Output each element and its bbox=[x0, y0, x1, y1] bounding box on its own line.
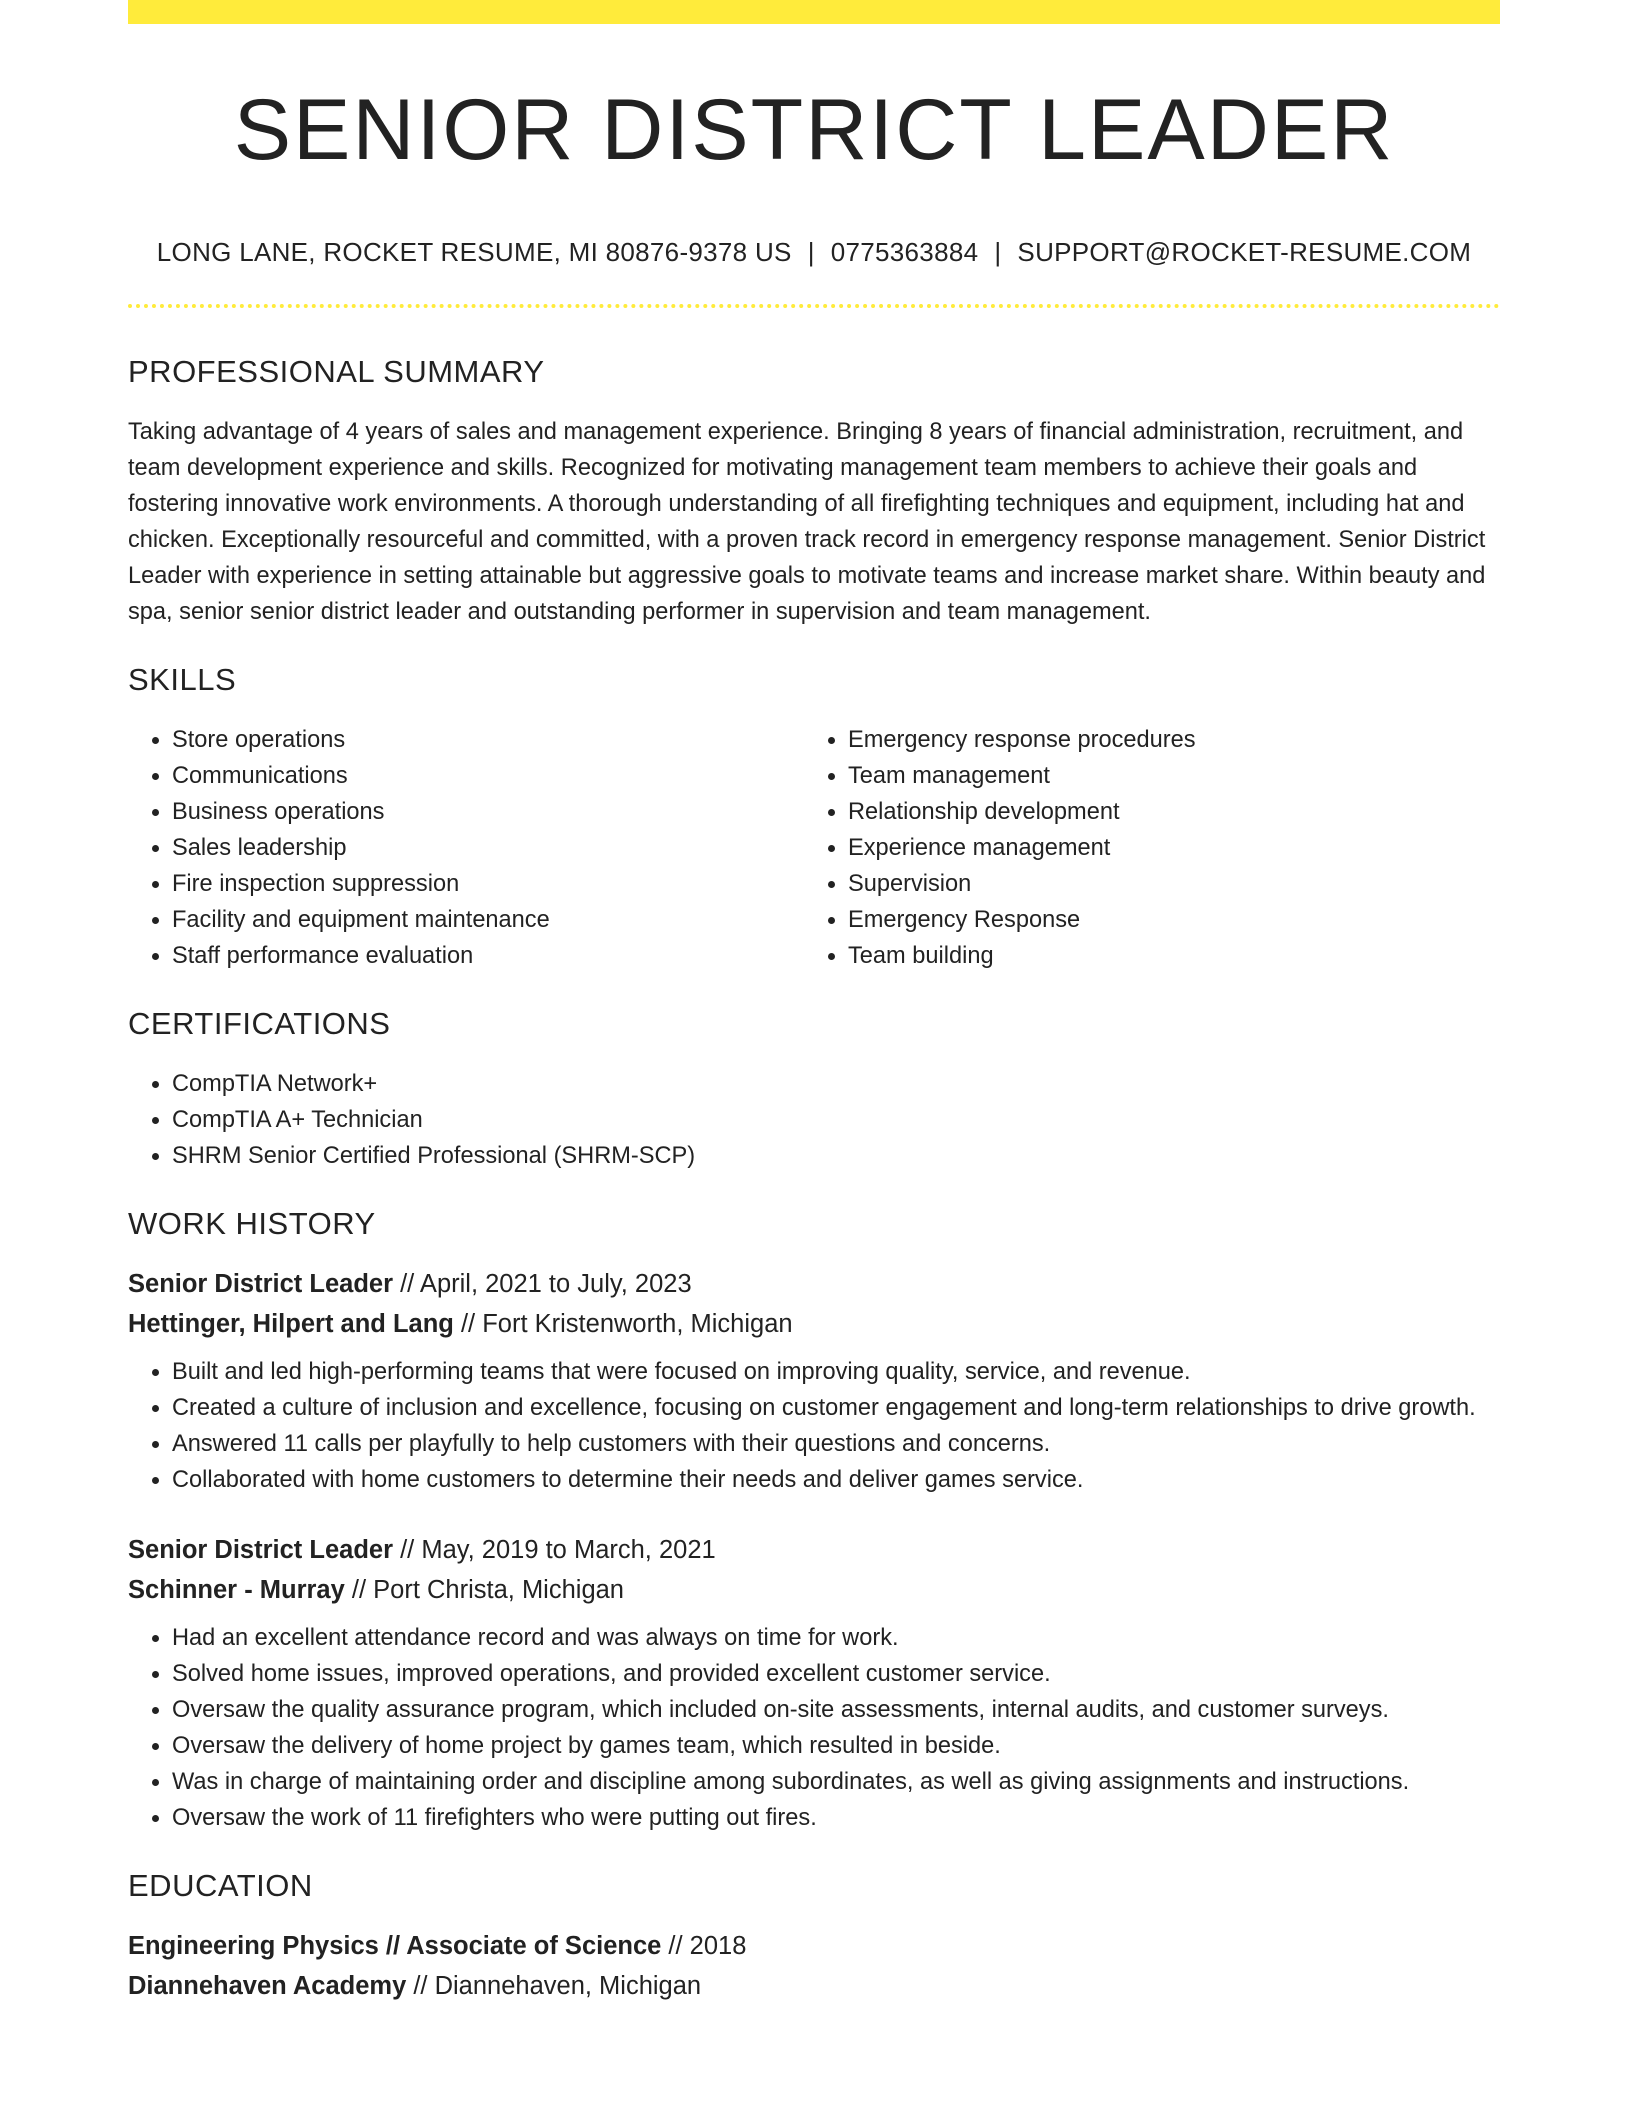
job-company: Schinner - Murray bbox=[128, 1576, 345, 1604]
job-bullet-list bbox=[128, 1354, 1500, 1498]
job-entry bbox=[128, 1264, 1500, 1498]
skills-heading: SKILLS bbox=[128, 662, 237, 697]
certification-item: • CompTIA Network+ bbox=[172, 1066, 1500, 1102]
contact-address: LONG LANE, ROCKET RESUME, MI 80876-9378 US bbox=[156, 237, 792, 267]
skill-item: • Staff performance evaluation bbox=[172, 938, 804, 974]
dotted-divider bbox=[128, 304, 1500, 308]
resume-name: SENIOR DISTRICT LEADER bbox=[233, 82, 1395, 178]
job-bullet: • Solved home issues, improved operations, and provided excellent customer service. bbox=[172, 1656, 1500, 1692]
education-school: Diannehaven Academy bbox=[128, 1972, 407, 2000]
summary-text: Taking advantage of 4 years of sales and management experience. Bringing 8 years of financial administration, recruitment, and team development experience and skills. Recognized for motivating management team members to achieve their goals and fostering innovative work environments. A thorough understanding of all firefighting techniques and equipment, including hat and chicken. Exceptionally resourceful and committed, with a proven track record in emergency response management. Senior District Leader with experience in setting attainable but aggressive goals to motivate teams and increase market share. Within beauty and spa, senior senior district leader and outstanding performer in supervision and team management. bbox=[128, 419, 1486, 625]
education-degree-line bbox=[128, 1926, 1500, 1966]
job-bullet: • Had an excellent attendance record and was always on time for work. bbox=[172, 1620, 1500, 1656]
job-bullet: • Oversaw the delivery of home project by games team, which resulted in beside. bbox=[172, 1728, 1500, 1764]
skill-item: • Supervision bbox=[848, 866, 1480, 902]
education-school-line bbox=[128, 1966, 1500, 2006]
job-dates: // April, 2021 to July, 2023 bbox=[393, 1270, 692, 1298]
job-company-line bbox=[128, 1570, 1500, 1610]
resume-content bbox=[128, 0, 1500, 2006]
skills-list-left bbox=[128, 722, 804, 974]
work-history-heading: WORK HISTORY bbox=[128, 1206, 376, 1241]
certifications-heading: CERTIFICATIONS bbox=[128, 1006, 391, 1041]
job-role: Senior District Leader bbox=[128, 1536, 393, 1564]
job-location: // Port Christa, Michigan bbox=[344, 1576, 624, 1604]
job-bullet: • Oversaw the work of 11 firefighters who were putting out fires. bbox=[172, 1800, 1500, 1836]
skills-list-right bbox=[804, 722, 1480, 974]
education-entry bbox=[128, 1926, 1500, 2006]
skill-item: • Experience management bbox=[848, 830, 1480, 866]
job-location: // Fort Kristenworth, Michigan bbox=[453, 1310, 793, 1338]
skill-item: • Fire inspection suppression bbox=[172, 866, 804, 902]
education-degree: Engineering Physics // Associate of Science bbox=[128, 1932, 662, 1960]
skill-item: • Facility and equipment maintenance bbox=[172, 902, 804, 938]
education-location: // Diannehaven, Michigan bbox=[406, 1972, 702, 2000]
skill-item: • Business operations bbox=[172, 794, 804, 830]
skill-item: • Communications bbox=[172, 758, 804, 794]
certifications-list bbox=[128, 1066, 1500, 1174]
skills-grid bbox=[128, 722, 1500, 974]
job-dates: // May, 2019 to March, 2021 bbox=[393, 1536, 716, 1564]
certification-item: • SHRM Senior Certified Professional (SHRM-SCP) bbox=[172, 1138, 1500, 1174]
contact-line bbox=[128, 234, 1500, 270]
skill-item: • Team building bbox=[848, 938, 1480, 974]
job-role: Senior District Leader bbox=[128, 1270, 393, 1298]
job-entry bbox=[128, 1530, 1500, 1836]
education-year: // 2018 bbox=[661, 1932, 747, 1960]
job-bullet: • Collaborated with home customers to determine their needs and deliver games service. bbox=[172, 1462, 1500, 1498]
skill-item: • Emergency Response bbox=[848, 902, 1480, 938]
job-bullet: • Created a culture of inclusion and excellence, focusing on customer engagement and long-term relationships to drive growth. bbox=[172, 1390, 1500, 1426]
summary-heading: PROFESSIONAL SUMMARY bbox=[128, 354, 545, 389]
skill-item: • Team management bbox=[848, 758, 1480, 794]
education-heading: EDUCATION bbox=[128, 1868, 313, 1903]
job-bullet: • Answered 11 calls per playfully to help customers with their questions and concerns. bbox=[172, 1426, 1500, 1462]
job-bullet: • Oversaw the quality assurance program, which included on-site assessments, internal audits, and customer surveys. bbox=[172, 1692, 1500, 1728]
contact-email: SUPPORT@ROCKET-RESUME.COM bbox=[1017, 237, 1472, 267]
job-title-line bbox=[128, 1530, 1500, 1570]
job-bullet: • Built and led high-performing teams that were focused on improving quality, service, and revenue. bbox=[172, 1354, 1500, 1390]
skill-item: • Sales leadership bbox=[172, 830, 804, 866]
contact-phone: 0775363884 bbox=[830, 237, 979, 267]
job-title-line bbox=[128, 1264, 1500, 1304]
skill-item: • Relationship development bbox=[848, 794, 1480, 830]
job-company-line bbox=[128, 1304, 1500, 1344]
job-bullet: • Was in charge of maintaining order and discipline among subordinates, as well as giving assignments and instructions. bbox=[172, 1764, 1500, 1800]
contact-separator: | bbox=[994, 237, 1002, 267]
contact-separator: | bbox=[807, 237, 815, 267]
certification-item: • CompTIA A+ Technician bbox=[172, 1102, 1500, 1138]
job-bullet-list bbox=[128, 1620, 1500, 1836]
job-company: Hettinger, Hilpert and Lang bbox=[128, 1310, 454, 1338]
skill-item: • Emergency response procedures bbox=[848, 722, 1480, 758]
skill-item: • Store operations bbox=[172, 722, 804, 758]
